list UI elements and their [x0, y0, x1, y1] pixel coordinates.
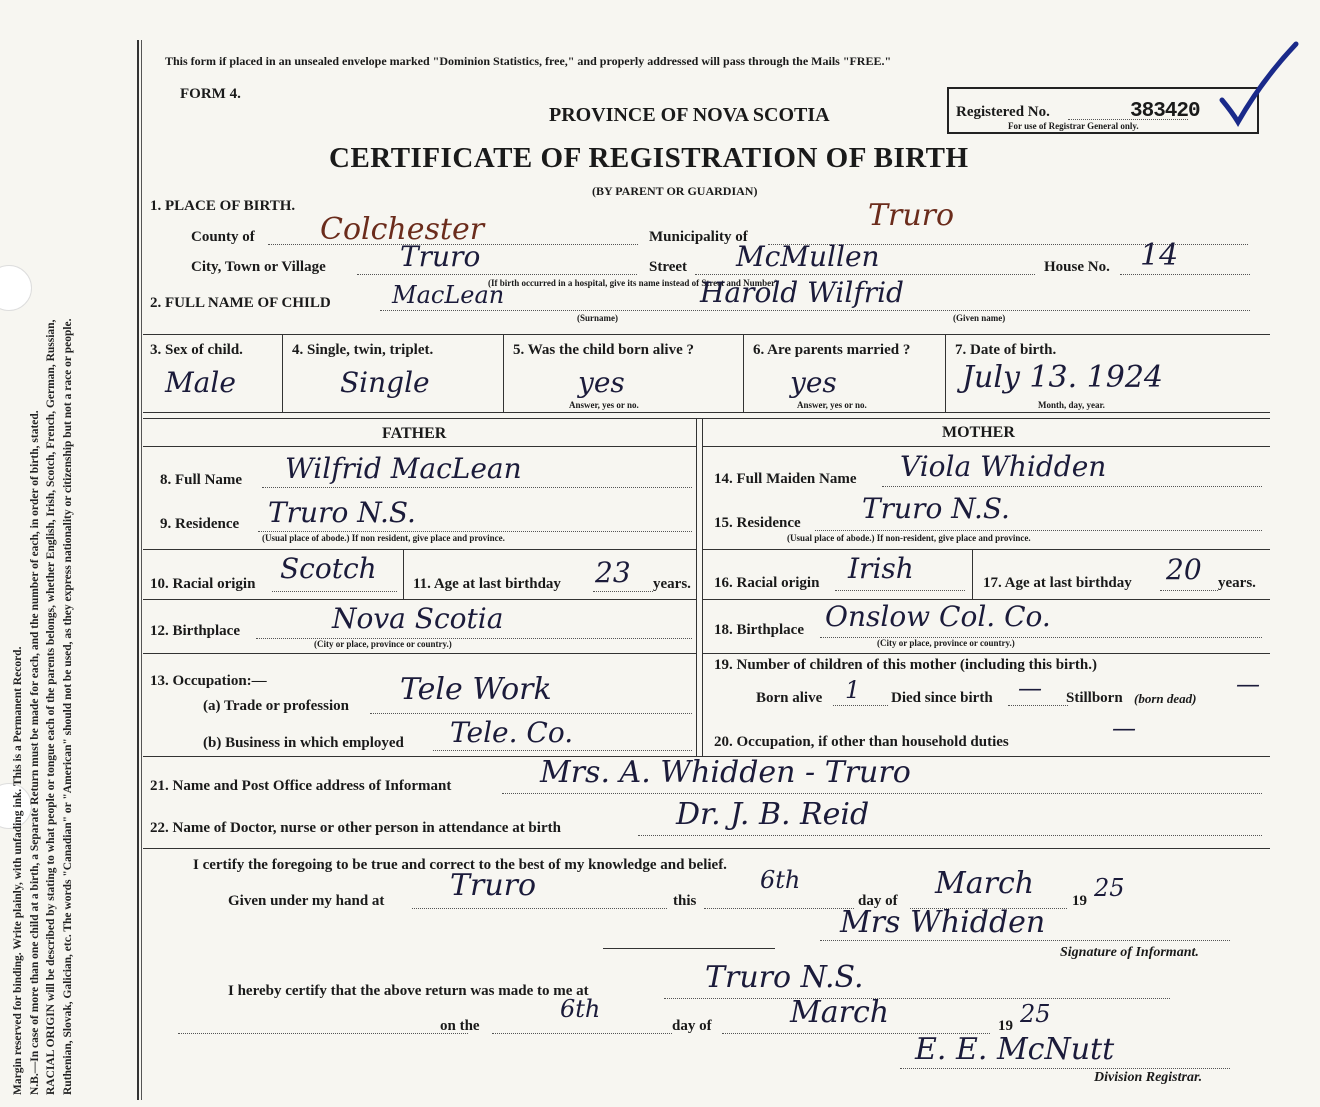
born-alive-count-value: 1	[845, 676, 861, 704]
father-racial-line	[272, 591, 397, 592]
mother-age-unit: years.	[1218, 575, 1256, 591]
born-alive-label: 5. Was the child born alive ?	[513, 342, 694, 358]
city-label: City, Town or Village	[191, 259, 326, 275]
parents-married-note: Answer, yes or no.	[797, 400, 867, 410]
mother-occupation-value: —	[1112, 714, 1136, 742]
certify-month-value: March	[935, 866, 1035, 901]
father-business-line	[433, 750, 692, 751]
mother-birthplace-label: 18. Birthplace	[714, 622, 804, 638]
form-number: FORM 4.	[180, 86, 241, 102]
informant-value: Mrs. A. Whidden - Truro	[540, 755, 911, 790]
father-business-label: (b) Business in which employed	[203, 735, 404, 751]
street-line	[695, 274, 1035, 275]
mother-age-value: 20	[1166, 553, 1202, 586]
registrar-year-value: 25	[1020, 1000, 1051, 1028]
house-no-label: House No.	[1044, 259, 1110, 275]
surname-note: (Surname)	[577, 313, 618, 323]
father-age-line	[593, 591, 653, 592]
division-registrar-caption: Division Registrar.	[1094, 1070, 1203, 1085]
single-twin-label: 4. Single, twin, triplet.	[292, 342, 434, 358]
mother-racial-top-rule	[702, 549, 1270, 550]
registrar-lead-line	[178, 1033, 468, 1034]
hospital-note: (If birth occurred in a hospital, give its name instead of Street and Number)	[488, 278, 779, 288]
street-label: Street	[649, 259, 688, 275]
registrar-day-of-label: day of	[672, 1018, 712, 1034]
father-name-label: 8. Full Name	[160, 472, 243, 488]
father-occupation-label: 13. Occupation:—	[150, 673, 267, 689]
mother-name-label: 14. Full Maiden Name	[714, 471, 857, 487]
certify-year-prefix: 19	[1072, 893, 1087, 909]
city-value: Truro	[400, 240, 481, 273]
father-birthplace-value: Nova Scotia	[332, 602, 504, 635]
given-place-line	[412, 908, 667, 909]
mother-heading: MOTHER	[942, 424, 1015, 441]
margin-note-racial-origin: RACIAL ORIGIN will be described by stating to what people or tongue each of the parents belongs, whether English, Irish, Scotch, French, German, Russian,	[45, 319, 57, 1095]
child-name-label: 2. FULL NAME OF CHILD	[150, 295, 331, 311]
province-title: PROVINCE OF NOVA SCOTIA	[549, 104, 830, 126]
registrar-year-prefix: 19	[998, 1018, 1013, 1034]
doctor-line	[638, 835, 1262, 836]
father-racial-value: Scotch	[280, 552, 377, 585]
mother-residence-value: Truro N.S.	[862, 492, 1010, 525]
registrar-day-value: 6th	[560, 995, 601, 1023]
given-under-hand-label: Given under my hand at	[228, 893, 385, 909]
father-age-unit: years.	[653, 576, 691, 592]
father-birthplace-note: (City or place, province or country.)	[314, 639, 452, 649]
parents-center-divider	[696, 418, 697, 756]
registrar-signature-line	[900, 1068, 1230, 1069]
date-of-birth-note: Month, day, year.	[1038, 400, 1105, 410]
father-residence-label: 9. Residence	[160, 516, 240, 532]
certify-top-rule	[143, 848, 1270, 849]
house-no-value: 14	[1140, 238, 1179, 273]
registrar-place-value: Truro N.S.	[705, 960, 864, 995]
stillborn-note: (born dead)	[1134, 691, 1197, 706]
father-racial-label: 10. Racial origin	[150, 576, 256, 592]
row3-divider-3	[743, 334, 744, 412]
mother-racial-divider	[972, 549, 973, 599]
mother-heading-rule	[702, 446, 1270, 447]
city-line	[357, 274, 637, 275]
mother-name-line	[882, 486, 1262, 487]
mother-racial-label: 16. Racial origin	[714, 575, 820, 591]
father-trade-value: Tele Work	[400, 672, 552, 707]
died-since-birth-value: —	[1018, 674, 1042, 702]
mail-notice: This form if placed in an unsealed envelope marked "Dominion Statistics, free," and properly addressed will pass through the Mails "FREE."	[165, 54, 892, 68]
registrar-on-the-label: on the	[440, 1018, 480, 1034]
father-age-value: 23	[595, 556, 631, 589]
informant-line	[502, 793, 1262, 794]
registrar-note: For use of Registrar General only.	[1008, 121, 1139, 131]
county-value: Colchester	[320, 212, 485, 247]
child-surname-value: MacLean	[392, 281, 505, 309]
registered-no-label: Registered No.	[956, 104, 1050, 120]
registrar-month-value: March	[790, 995, 890, 1030]
registrar-statement: I hereby certify that the above return was made to me at	[228, 983, 589, 999]
house-no-line	[1120, 274, 1250, 275]
informant-signature-caption: Signature of Informant.	[1060, 945, 1199, 960]
informant-signature-line	[820, 940, 1230, 941]
doctor-value: Dr. J. B. Reid	[676, 797, 870, 832]
stillborn-label: Stillborn	[1066, 690, 1123, 706]
father-trade-line	[370, 713, 692, 714]
parents-top-rule	[143, 418, 1270, 419]
mother-racial-line	[835, 590, 965, 591]
margin-note-nb: N.B.—In case of more than one child at a birth, a Separate Return must be made for each, and the number of each, in order of birth, stated.	[28, 410, 41, 1095]
certify-day-line	[704, 908, 854, 909]
checkmark-icon	[1212, 40, 1302, 130]
mother-occupation-label: 20. Occupation, if other than household duties	[714, 734, 1009, 750]
margin-rule-inner	[141, 40, 142, 1100]
given-place-value: Truro	[450, 868, 537, 903]
informant-label: 21. Name and Post Office address of Informant	[150, 778, 452, 794]
died-since-birth-line	[1008, 705, 1068, 706]
signature-short-rule	[603, 948, 775, 949]
father-residence-value: Truro N.S.	[268, 496, 416, 529]
date-of-birth-value: July 13. 1924	[962, 360, 1164, 395]
mother-residence-line	[815, 530, 1262, 531]
registrar-day-line	[492, 1033, 672, 1034]
died-since-birth-label: Died since birth	[891, 690, 993, 706]
mother-age-label: 17. Age at last birthday	[983, 575, 1132, 591]
mother-birthplace-note: (City or place, province or country.)	[877, 638, 1015, 648]
certify-this-label: this	[673, 893, 697, 909]
father-birthplace-label: 12. Birthplace	[150, 623, 240, 639]
father-name-value: Wilfrid MacLean	[285, 452, 522, 485]
father-name-line	[262, 487, 692, 488]
certify-day-of-label: day of	[858, 893, 898, 909]
margin-note-racial-origin-cont: Ruthenian, Slovak, Galician, etc. The words "Canadian" or "American" should not be used, as they express nationality or citizenship but not a race or people.	[61, 318, 74, 1095]
date-of-birth-label: 7. Date of birth.	[955, 342, 1057, 358]
children-count-label: 19. Number of children of this mother (including this birth.)	[714, 657, 1097, 673]
row3-bottom-rule	[143, 412, 1270, 413]
municipality-label: Municipality of	[649, 229, 748, 245]
mother-racial-value: Irish	[848, 552, 914, 585]
certify-day-value: 6th	[760, 866, 801, 894]
father-residence-note: (Usual place of abode.) If non resident, give place and province.	[262, 533, 505, 543]
mother-residence-note: (Usual place of abode.) If non-resident, give place and province.	[787, 533, 1031, 543]
father-business-value: Tele. Co.	[450, 716, 574, 749]
given-name-note: (Given name)	[953, 313, 1006, 323]
row3-divider-4	[945, 334, 946, 412]
father-age-label: 11. Age at last birthday	[413, 576, 561, 592]
row3-top-rule	[143, 334, 1270, 335]
stillborn-value: —	[1236, 670, 1260, 698]
born-alive-count-line	[833, 705, 888, 706]
margin-rule	[137, 40, 139, 1100]
informant-signature: Mrs Whidden	[840, 905, 1046, 940]
place-of-birth-label: 1. PLACE OF BIRTH.	[150, 198, 296, 214]
child-given-value: Harold Wilfrid	[700, 276, 904, 309]
row3-divider-2	[503, 334, 504, 412]
sex-value: Male	[165, 366, 236, 399]
mother-birthplace-bottom-rule	[702, 653, 1270, 654]
registered-no-value: 383420	[1130, 100, 1200, 123]
sex-label: 3. Sex of child.	[150, 342, 243, 358]
margin-note-binding: Margin reserved for binding. Write plainly, with unfading ink. This is a Permanent Record.	[12, 646, 24, 1095]
parents-center-divider-2	[702, 418, 703, 756]
municipality-value: Truro	[868, 198, 955, 233]
margin-notes	[10, 35, 76, 1095]
born-alive-note: Answer, yes or no.	[569, 400, 639, 410]
certificate-title: CERTIFICATE OF REGISTRATION OF BIRTH	[329, 142, 969, 174]
row3-divider-1	[282, 334, 283, 412]
parents-married-label: 6. Are parents married ?	[753, 342, 911, 358]
mother-residence-label: 15. Residence	[714, 515, 801, 531]
father-racial-top-rule	[143, 549, 696, 550]
father-heading: FATHER	[382, 425, 447, 442]
born-alive-value: yes	[578, 366, 625, 399]
single-twin-value: Single	[340, 366, 430, 399]
certify-statement: I certify the foregoing to be true and correct to the best of my knowledge and belief.	[193, 857, 727, 873]
father-heading-rule	[143, 446, 696, 447]
registrar-place-line	[664, 998, 1170, 999]
father-birthplace-bottom-rule	[143, 653, 696, 654]
doctor-label: 22. Name of Doctor, nurse or other person in attendance at birth	[150, 820, 561, 836]
parents-married-value: yes	[790, 366, 837, 399]
mother-name-value: Viola Whidden	[900, 450, 1107, 483]
division-registrar-signature: E. E. McNutt	[915, 1032, 1115, 1067]
mother-age-line	[1160, 590, 1218, 591]
father-residence-line	[258, 531, 692, 532]
certificate-subtitle: (BY PARENT OR GUARDIAN)	[592, 184, 758, 198]
certify-year-value: 25	[1094, 874, 1125, 902]
born-alive-count-label: Born alive	[756, 690, 823, 706]
child-name-line	[380, 310, 1250, 311]
father-trade-label: (a) Trade or profession	[203, 698, 349, 714]
father-racial-bottom-rule	[143, 599, 696, 600]
street-value: McMullen	[736, 240, 880, 273]
mother-birthplace-value: Onslow Col. Co.	[825, 600, 1051, 633]
father-racial-divider	[403, 549, 404, 599]
county-label: County of	[191, 229, 255, 245]
